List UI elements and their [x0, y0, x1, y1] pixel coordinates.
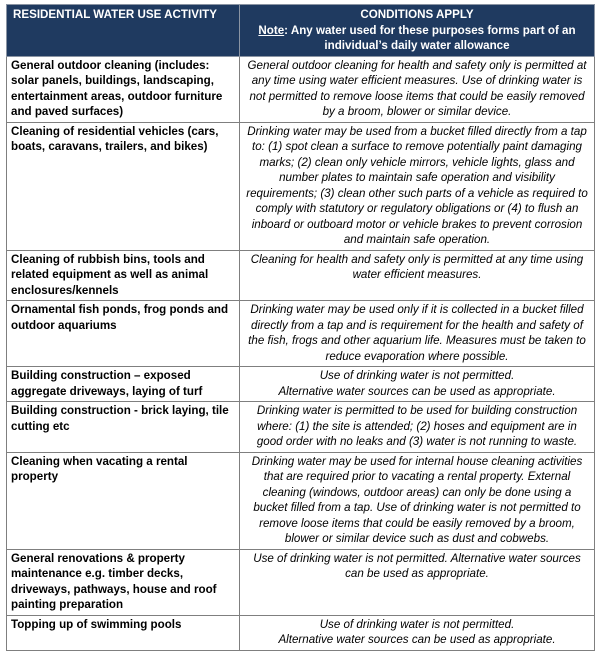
- conditions-cell: [240, 367, 595, 402]
- conditions-text: Drinking water may be used from a bucket filled directly from a tap to: (1) spot clean a surface to remove potentially paint damaging marks; (2) clean only vehicle mirrors, vehicle lights, glass and number plates to maintain safe operation and visibility requirements; (3) clean other such parts of a vehicle as required to comply with statutory or regulatory obligations or (4) to flush an inboard or outboard motor or vehicle brakes to prevent corrosion and maintain safe operation.: [246, 124, 588, 246]
- conditions-heading: CONDITIONS APPLY: [360, 8, 474, 21]
- activity-cell: General outdoor cleaning (includes: solar panels, buildings, landscaping, entertainment areas, outdoor furniture and paved surfaces): [7, 56, 240, 122]
- activity-cell: Ornamental fish ponds, frog ponds and outdoor aquariums: [7, 301, 240, 367]
- table-row: [7, 301, 595, 367]
- conditions-cell: [240, 402, 595, 453]
- table-row: [7, 615, 595, 650]
- conditions-text: Cleaning for health and safety only is permitted at any time using water efficient measures.: [250, 252, 584, 281]
- activity-cell: General renovations & property maintenance e.g. timber decks, driveways, pathways, house and roof painting preparation: [7, 549, 240, 615]
- table-header-row: [7, 5, 595, 57]
- conditions-text: Alternative water sources can be used as appropriate.: [278, 633, 556, 646]
- water-use-table: [6, 4, 595, 651]
- activity-cell: Cleaning of rubbish bins, tools and related equipment as well as animal enclosures/kennels: [7, 250, 240, 301]
- note-text: : Any water used for these purposes forms part of an individual’s daily water allowance: [284, 23, 576, 52]
- conditions-note: [244, 23, 590, 54]
- conditions-cell: [240, 301, 595, 367]
- activity-cell: Building construction – exposed aggregate driveways, laying of turf: [7, 367, 240, 402]
- table-row: [7, 122, 595, 250]
- conditions-text: Use of drinking water is not permitted.: [319, 617, 515, 631]
- conditions-cell: [240, 549, 595, 615]
- conditions-text: Alternative water sources can be used as appropriate.: [278, 384, 556, 398]
- conditions-cell: [240, 56, 595, 122]
- activity-column-header: RESIDENTIAL WATER USE ACTIVITY: [7, 5, 240, 57]
- activity-cell: Building construction - brick laying, tile cutting etc: [7, 402, 240, 453]
- conditions-cell: [240, 250, 595, 301]
- activity-cell: Cleaning when vacating a rental property: [7, 452, 240, 549]
- conditions-text: Drinking water is permitted to be used for building construction where: (1) the site is attended; (2) hoses and equipment are in good order with no leaks and (3) water is not running to waste.: [256, 404, 578, 448]
- conditions-cell: [240, 122, 595, 250]
- table-row: [7, 56, 595, 122]
- activity-cell: Cleaning of residential vehicles (cars, boats, caravans, trailers, and bikes): [7, 122, 240, 250]
- conditions-text: Drinking water may be used only if it is collected in a bucket filled directly from a tap and is requirement for the health and safety of the fish, frogs and other aquarium life. Measures must be taken to reduce evaporation where possible.: [248, 303, 586, 363]
- conditions-column-header: [240, 5, 595, 57]
- conditions-cell: [240, 615, 595, 650]
- table-row: [7, 452, 595, 549]
- conditions-text: Use of drinking water is not permitted. Alternative water sources can be used as appropriate.: [253, 551, 581, 580]
- table-row: [7, 402, 595, 453]
- conditions-text: General outdoor cleaning for health and safety only is permitted at any time using water efficient measures. Use of drinking water is not permitted to remove loose items that could be easily removed by a broom, blower or similar device.: [247, 58, 587, 118]
- note-label: Note: [258, 23, 285, 37]
- table-row: [7, 250, 595, 301]
- table-row: [7, 549, 595, 615]
- activity-cell: Topping up of swimming pools: [7, 615, 240, 650]
- table-row: [7, 367, 595, 402]
- conditions-text: Drinking water may be used for internal house cleaning activities that are required prior to vacating a rental property. External cleaning (windows, outdoor areas) can only be done using a bucket filled from a tap. Use of drinking water is not permitted to remove loose items that could be easily removed by a broom, blower or similar device such as dust and cobwebs.: [251, 454, 583, 545]
- conditions-text: Use of drinking water is not permitted.: [319, 369, 515, 382]
- conditions-cell: [240, 452, 595, 549]
